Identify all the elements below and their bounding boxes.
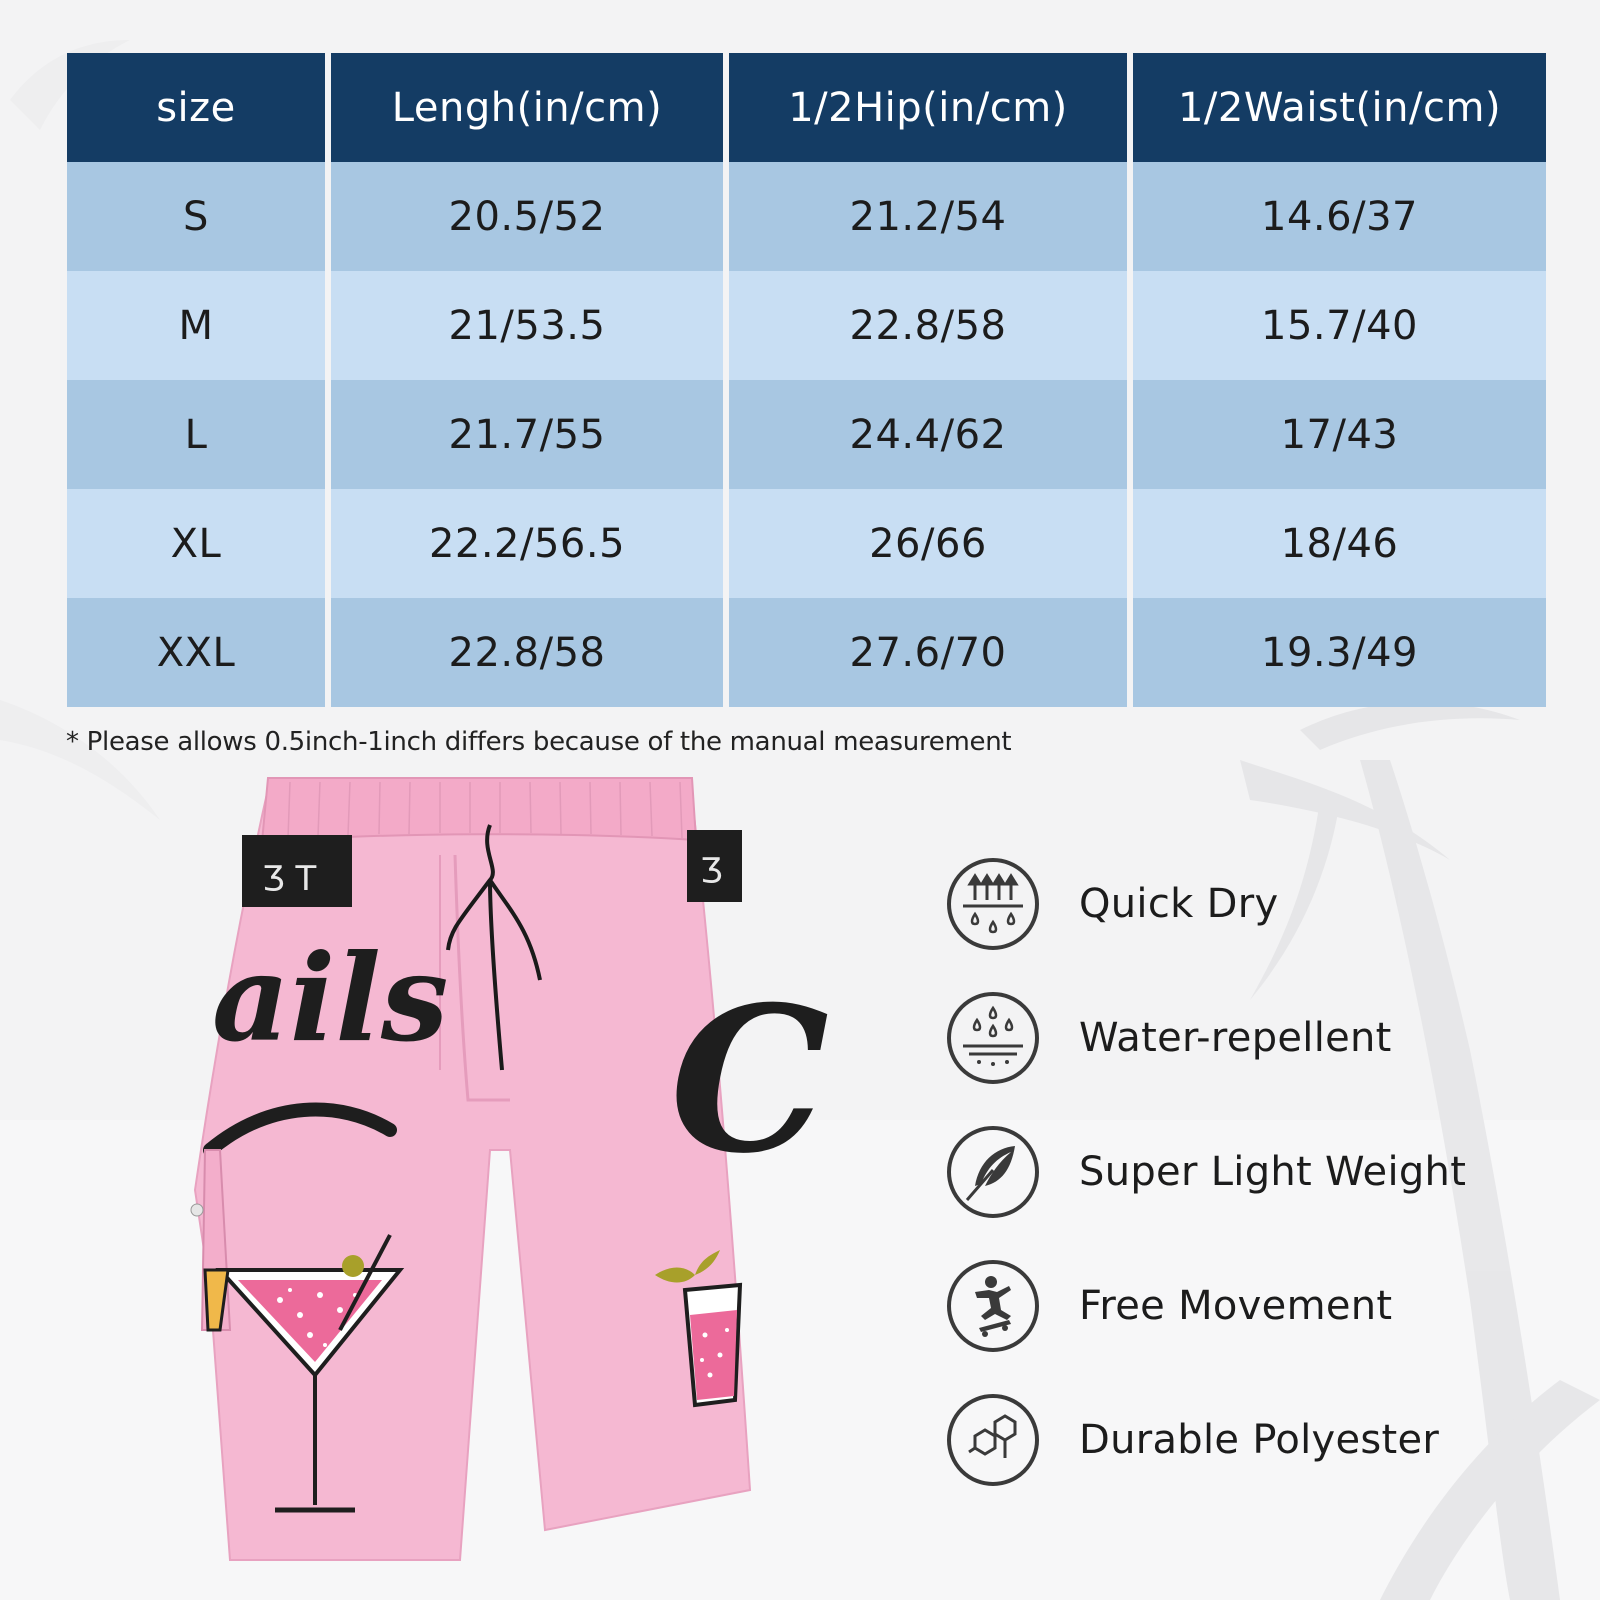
feature-super-light-weight (945, 1122, 1585, 1222)
table-cell-hip: 24.4/62 (729, 380, 1127, 489)
feature-water-repellent (945, 988, 1585, 1088)
table-cell-waist: 18/46 (1133, 489, 1546, 598)
table-cell-waist: 17/43 (1133, 380, 1546, 489)
svg-text:Ʒ T: Ʒ T (262, 859, 317, 899)
feature-list (945, 870, 1585, 1520)
table-cell-hip: 21.2/54 (729, 162, 1127, 271)
table-cell-length: 21.7/55 (331, 380, 723, 489)
column-header-half-waist: 1/2Waist(in/cm) (1133, 53, 1546, 162)
skateboarder-icon (945, 1258, 1041, 1354)
feature-durable-polyester (945, 1390, 1585, 1490)
print-text-left: ails (212, 928, 449, 1069)
feature-label: Quick Dry (1079, 881, 1279, 927)
column-header-size: size (67, 53, 325, 162)
table-cell-waist: 19.3/49 (1133, 598, 1546, 707)
table-cell-length: 20.5/52 (331, 162, 723, 271)
feature-free-movement (945, 1256, 1585, 1356)
table-cell-length: 22.2/56.5 (331, 489, 723, 598)
polyester-molecule-icon (945, 1392, 1041, 1488)
size-chart-table (67, 53, 1534, 709)
table-cell-size: XXL (67, 598, 325, 707)
svg-text:Ʒ: Ʒ (700, 851, 723, 891)
table-cell-size: L (67, 380, 325, 489)
feature-label: Durable Polyester (1079, 1417, 1440, 1463)
feature-label: Free Movement (1079, 1283, 1393, 1329)
table-cell-hip: 26/66 (729, 489, 1127, 598)
feature-quick-dry (945, 854, 1585, 954)
table-cell-length: 22.8/58 (331, 598, 723, 707)
quick-dry-icon (945, 856, 1041, 952)
table-cell-size: XL (67, 489, 325, 598)
table-cell-size: S (67, 162, 325, 271)
column-header-half-hip: 1/2Hip(in/cm) (729, 53, 1127, 162)
water-repellent-icon (945, 990, 1041, 1086)
column-header-length: Lengh(in/cm) (331, 53, 723, 162)
print-text-right: C (670, 963, 830, 1198)
measurement-note: * Please allows 0.5inch-1inch differs because of the manual measurement (66, 727, 1012, 757)
table-cell-size: M (67, 271, 325, 380)
table-cell-waist: 15.7/40 (1133, 271, 1546, 380)
feature-label: Super Light Weight (1079, 1149, 1467, 1195)
table-cell-hip: 22.8/58 (729, 271, 1127, 380)
table-cell-hip: 27.6/70 (729, 598, 1127, 707)
table-cell-waist: 14.6/37 (1133, 162, 1546, 271)
feather-icon (945, 1124, 1041, 1220)
shorts-product-image (190, 770, 830, 1580)
waistband (262, 778, 696, 842)
feature-label: Water-repellent (1079, 1015, 1392, 1061)
table-cell-length: 21/53.5 (331, 271, 723, 380)
